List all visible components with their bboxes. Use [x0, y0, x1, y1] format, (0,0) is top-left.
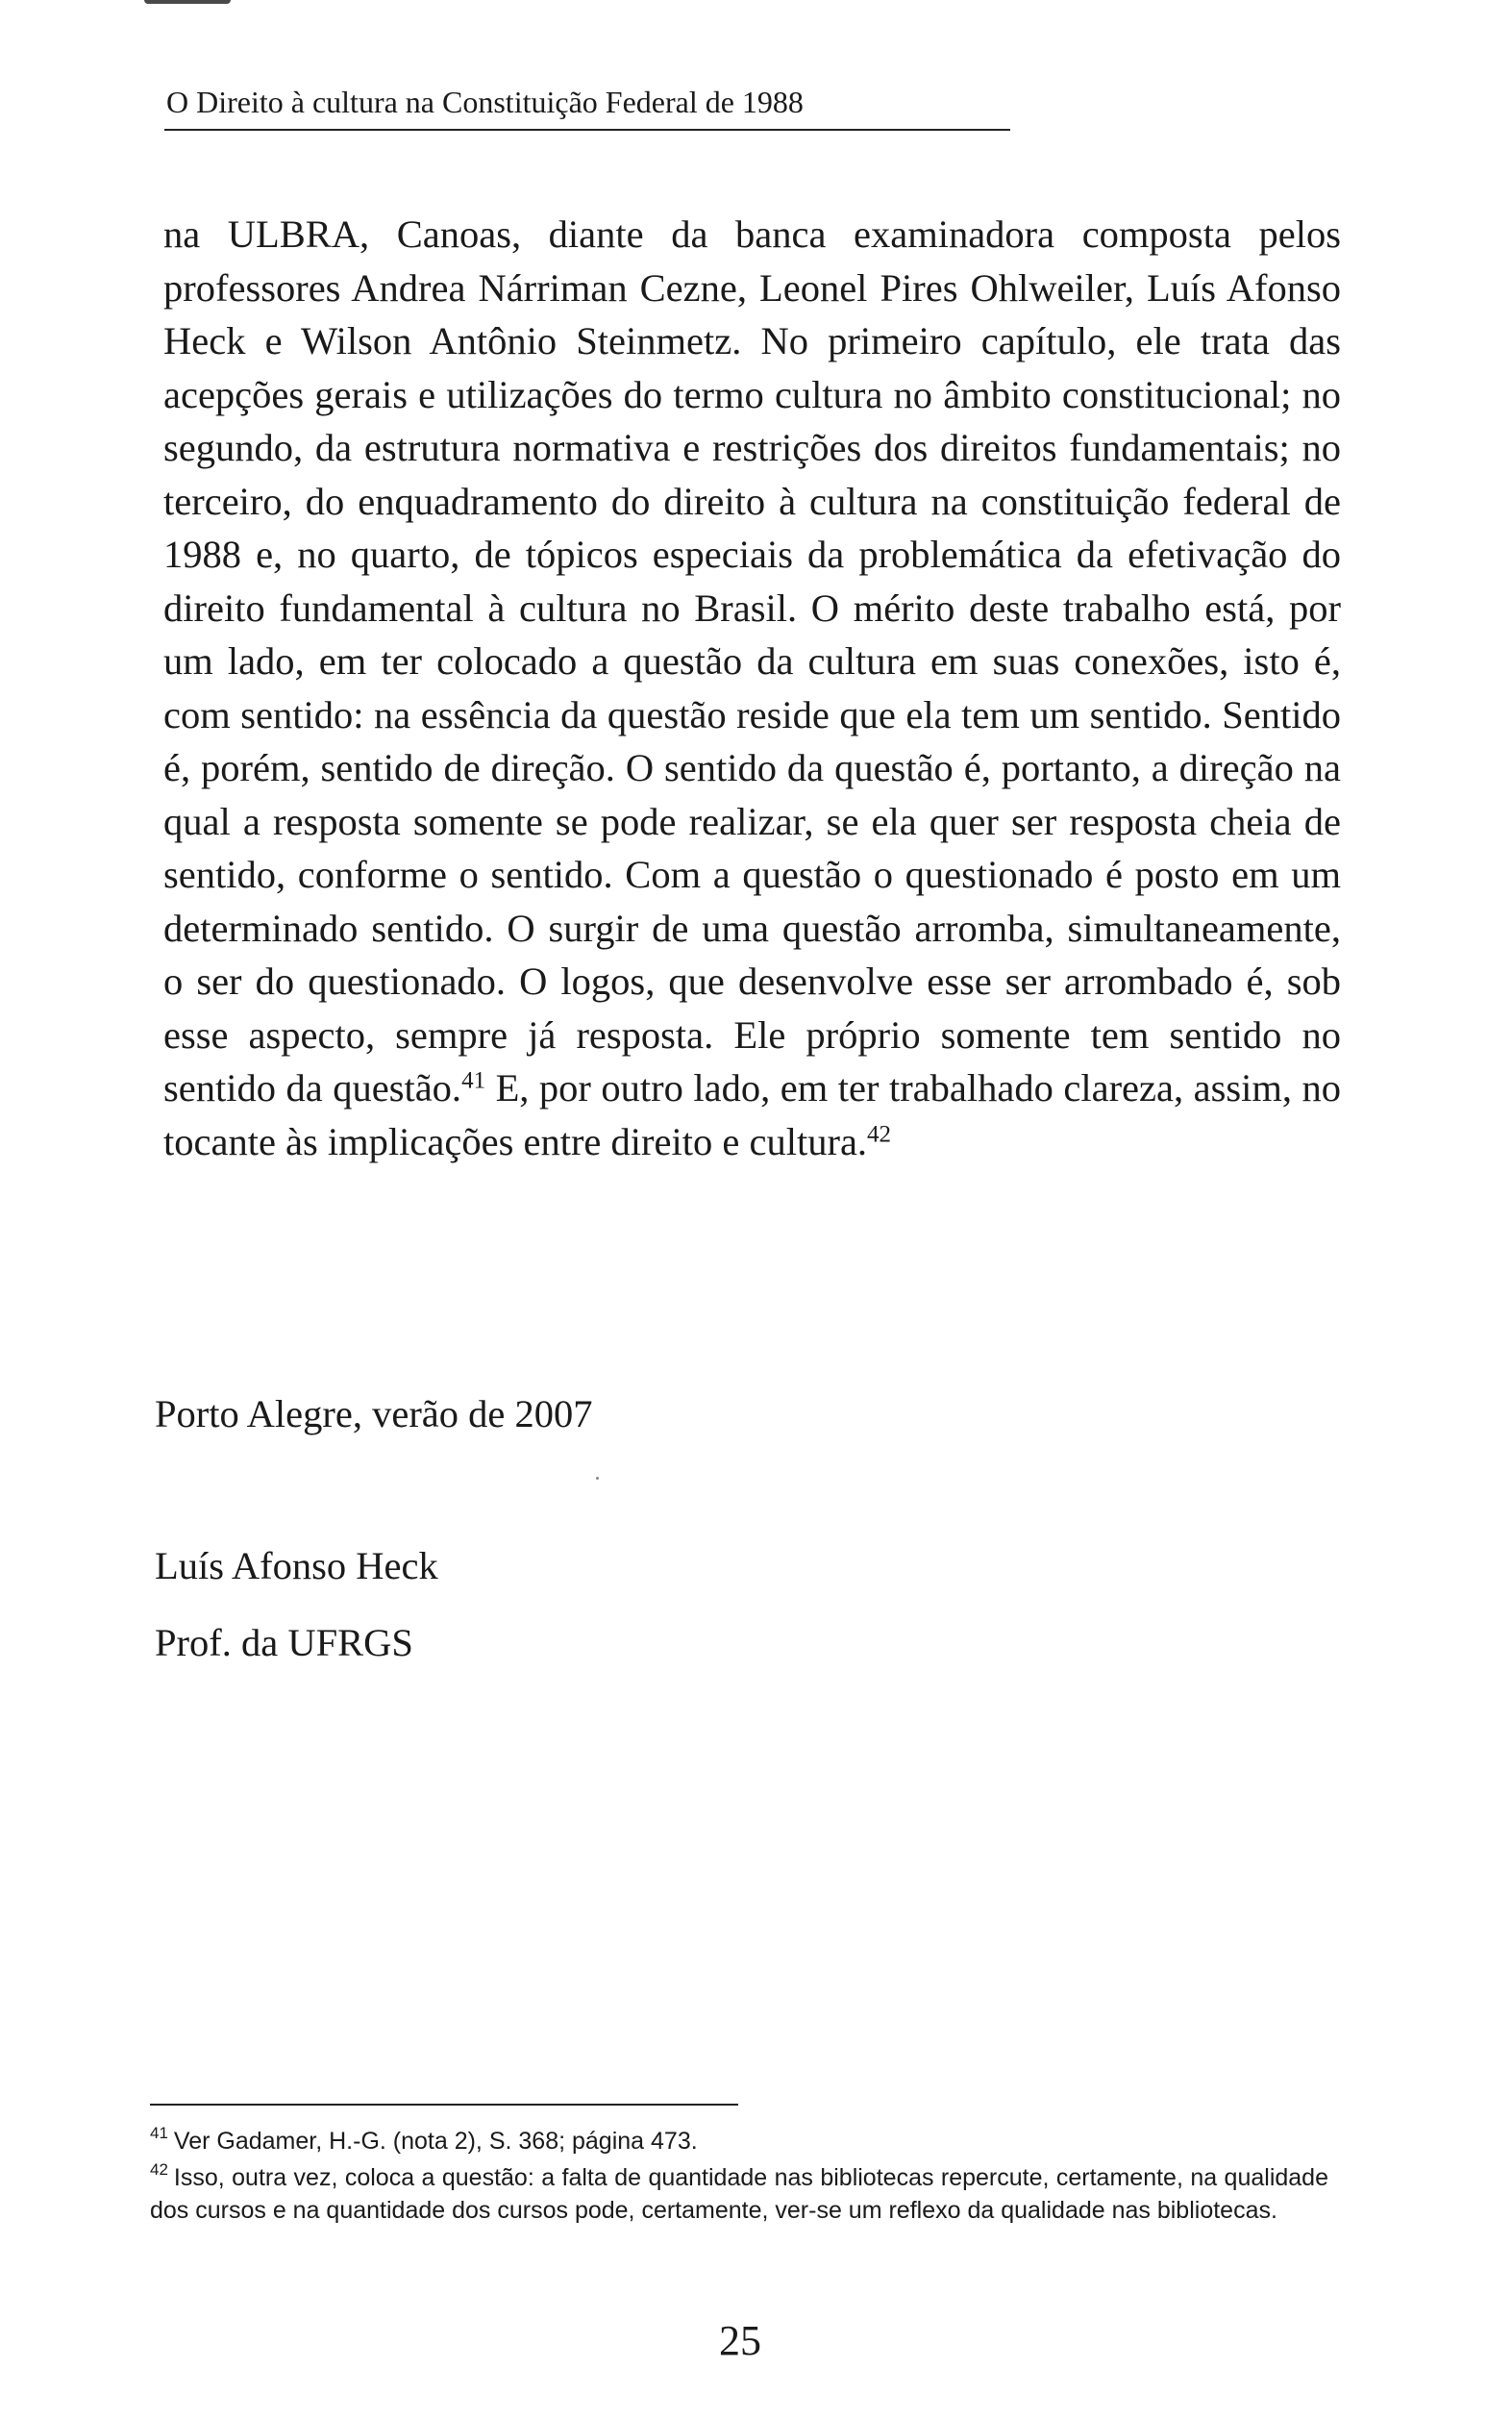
footnote-number: 41: [150, 2123, 168, 2142]
body-paragraph: [163, 208, 1341, 1168]
footnote-42: [150, 2161, 1328, 2227]
scan-speck: [596, 1477, 599, 1480]
author-title: Prof. da UFRGS: [155, 1621, 413, 1664]
footnotes: [150, 2125, 1328, 2231]
place-date: Porto Alegre, verão de 2007: [155, 1392, 593, 1435]
footnote-ref-41[interactable]: 41: [461, 1067, 486, 1094]
footnote-text: Ver Gadamer, H.-G. (nota 2), S. 368; página 473.: [173, 2128, 698, 2155]
author-name: Luís Afonso Heck: [155, 1544, 438, 1587]
body-paragraph-tail: E, por outro lado, em ter trabalhado clareza, assim, no tocante às implicações entre direito e cultura.: [163, 1066, 1341, 1163]
footnote-number: 42: [150, 2159, 168, 2179]
footnote-41: [150, 2125, 1328, 2157]
body-paragraph-main: na ULBRA, Canoas, diante da banca examinadora composta pelos professores Andrea Nárriman Cezne, Leonel Pires Ohlweiler, Luís Afonso Heck e Wilson Antônio Steinmetz. No primeiro capítulo, ele trata das acepções gerais e utilizações do termo cultura no âmbito constitucional; no segundo, da estrutura normativa e restrições dos direitos fundamentais; no terceiro, do enquadramento do direito à cultura na constituição federal de 1988 e, no quarto, de tópicos especiais da problemática da efetivação do direito fundamental à cultura no Brasil. O mérito deste trabalho está, por um lado, em ter colocado a questão da cultura em suas conexões, isto é, com sentido: na essência da questão reside que ela tem um sentido. Sentido é, porém, sentido de direção. O sentido da questão é, portanto, a direção na qual a resposta somente se pode realizar, se ela quer ser resposta cheia de sentido, conforme o sentido. Com a questão o questionado é posto em um determinado sentido. O surgir de uma questão arromba, simultaneamente, o ser do questionado. O logos, que desenvolve esse ser arrombado é, sob esse aspecto, sempre já resposta. Ele próprio somente tem sentido no sentido da questão.: [163, 212, 1341, 1110]
page-number: 25: [719, 2317, 761, 2364]
footnote-ref-42[interactable]: 42: [867, 1120, 892, 1147]
footnote-rule: [150, 2104, 738, 2106]
header-rule: [164, 129, 1010, 131]
scan-smudge: [144, 0, 231, 4]
running-header: O Direito à cultura na Constituição Federal de 1988: [166, 85, 804, 119]
footnote-text: Isso, outra vez, coloca a questão: a falta de quantidade nas bibliotecas repercute, certamente, na qualidade dos cursos e na quantidade dos cursos pode, certamente, ver-se um reflexo da qualidade nas bibliotecas.: [150, 2164, 1328, 2224]
